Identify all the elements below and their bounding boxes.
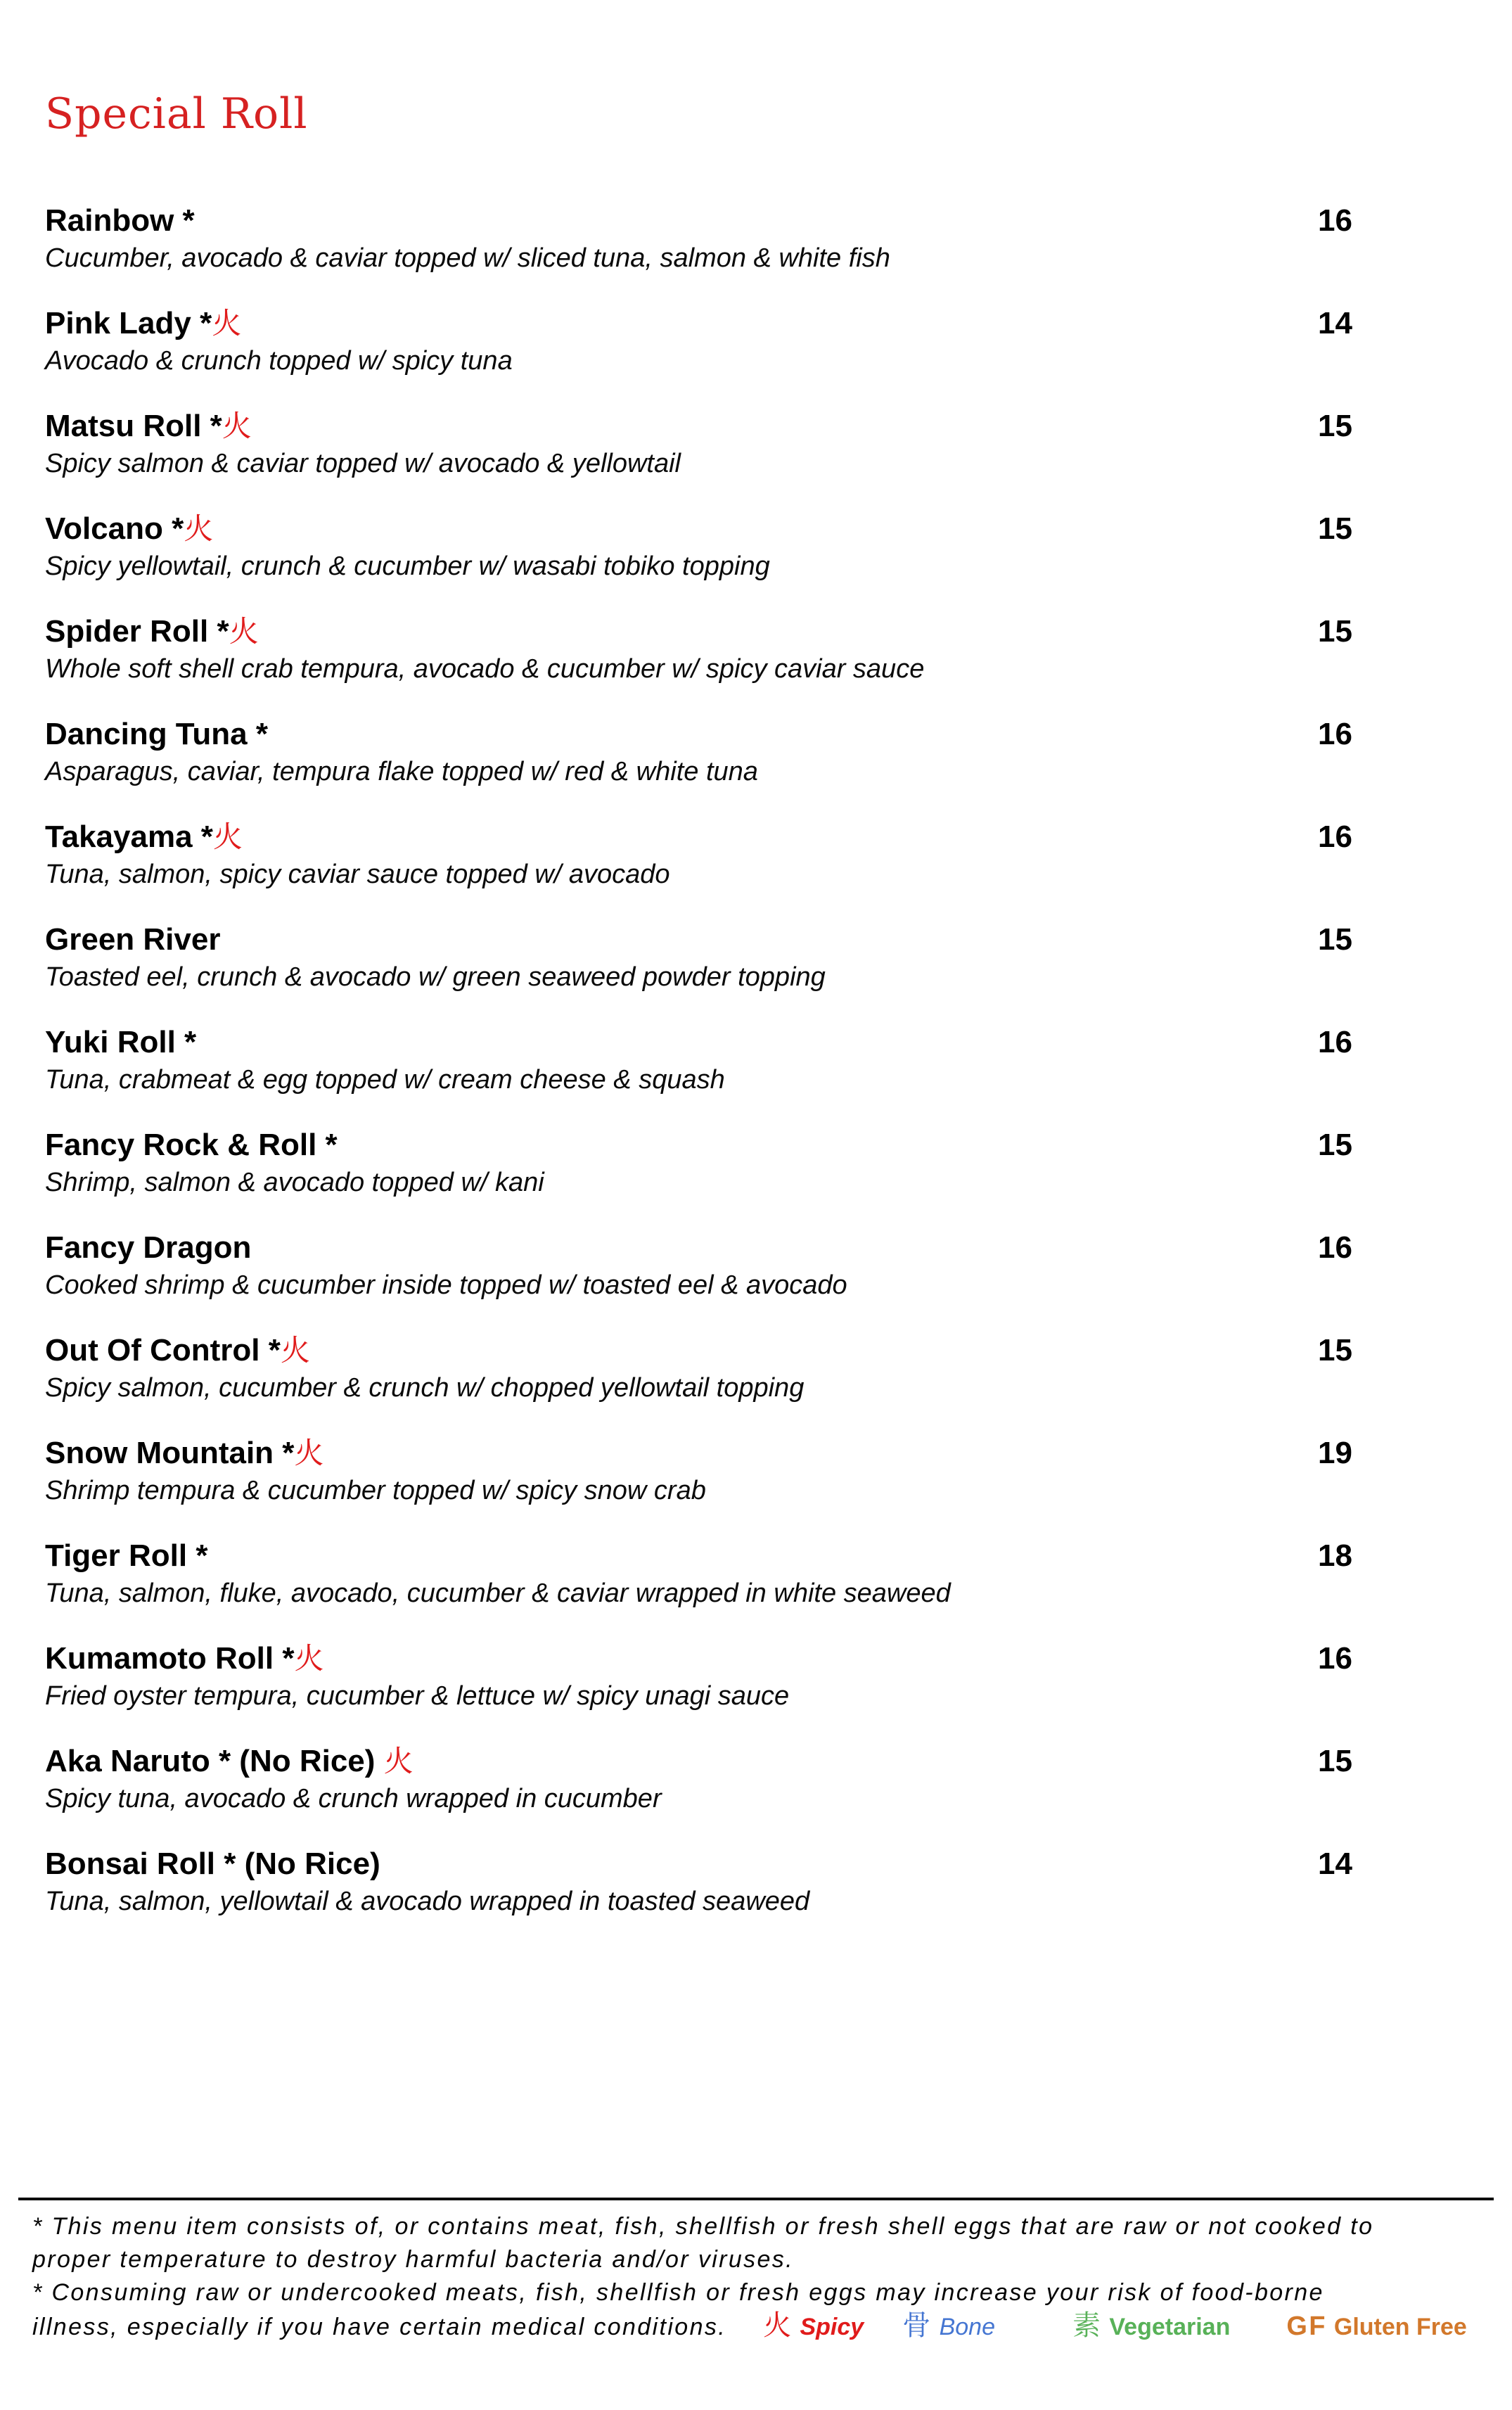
disclaimer-line-4 xyxy=(32,2309,1494,2344)
menu-item-list xyxy=(45,203,1352,1918)
item-price: 16 xyxy=(1318,1025,1352,1059)
menu-item xyxy=(45,922,1352,993)
item-description: Tuna, salmon, fluke, avocado, cucumber & caviar wrapped in white seaweed xyxy=(45,1579,951,1608)
menu-item xyxy=(45,1127,1352,1199)
menu-item xyxy=(45,1640,1352,1712)
legend-gluten-free xyxy=(1286,2310,1466,2344)
item-name-row xyxy=(45,1332,1352,1368)
menu-item xyxy=(45,1538,1352,1609)
item-price: 16 xyxy=(1318,717,1352,751)
vegetarian-icon: 素 xyxy=(1072,2310,1103,2341)
item-price: 15 xyxy=(1318,1744,1352,1778)
item-price: 15 xyxy=(1318,409,1352,443)
item-price: 16 xyxy=(1318,1641,1352,1676)
item-description: Whole soft shell crab tempura, avocado & cucumber w/ spicy caviar sauce xyxy=(45,654,925,684)
item-name: Fancy Dragon xyxy=(45,1230,252,1265)
menu-item xyxy=(45,819,1352,891)
gluten-free-icon: GF xyxy=(1286,2312,1327,2341)
disclaimer-line-2: proper temperature to destroy harmful bacteria and/or viruses. xyxy=(32,2246,795,2273)
item-price: 14 xyxy=(1318,1847,1352,1881)
item-name-row xyxy=(45,1640,1352,1676)
item-name-row xyxy=(45,511,1352,547)
item-description: Tuna, crabmeat & egg topped w/ cream cheese & squash xyxy=(45,1065,725,1095)
item-name-row xyxy=(45,922,1352,957)
spicy-fire-icon: 火 xyxy=(383,1745,414,1778)
bone-icon: 骨 xyxy=(902,2310,933,2341)
legend-spicy-label: Spicy xyxy=(800,2314,864,2340)
item-description: Toasted eel, crunch & avocado w/ green seaweed powder topping xyxy=(45,962,826,992)
item-description: Shrimp, salmon & avocado topped w/ kani xyxy=(45,1168,544,1197)
item-name-row xyxy=(45,408,1352,444)
menu-item xyxy=(45,203,1352,274)
item-description: Spicy tuna, avocado & crunch wrapped in cucumber xyxy=(45,1784,662,1813)
item-price: 15 xyxy=(1318,922,1352,957)
item-description: Tuna, salmon, yellowtail & avocado wrapped in toasted seaweed xyxy=(45,1887,810,1916)
item-name: Green River xyxy=(45,922,221,957)
item-name: Yuki Roll * xyxy=(45,1025,197,1059)
item-price: 15 xyxy=(1318,614,1352,649)
item-price: 18 xyxy=(1318,1538,1352,1573)
item-name: Volcano * xyxy=(45,511,184,546)
fire-icon: 火 xyxy=(763,2310,793,2341)
legend-gluten-free-label: Gluten Free xyxy=(1333,2314,1467,2340)
menu-item xyxy=(45,613,1352,685)
item-description: Fried oyster tempura, cucumber & lettuce w/ spicy unagi sauce xyxy=(45,1681,790,1711)
item-name: Matsu Roll * xyxy=(45,409,222,443)
item-price: 16 xyxy=(1318,1230,1352,1265)
item-name-row xyxy=(45,1127,1352,1163)
menu-item xyxy=(45,716,1352,788)
menu-item xyxy=(45,511,1352,582)
item-name: Kumamoto Roll * xyxy=(45,1641,295,1676)
item-name: Spider Roll * xyxy=(45,614,229,649)
legend-vegetarian-label: Vegetarian xyxy=(1109,2314,1231,2340)
spicy-fire-icon: 火 xyxy=(294,1642,324,1675)
spicy-fire-icon: 火 xyxy=(222,409,252,442)
legend-bone-label: Bone xyxy=(939,2314,995,2340)
item-name-row xyxy=(45,819,1352,855)
item-name: Takayama * xyxy=(45,820,213,854)
disclaimer-line-1: * This menu item consists of, or contains meat, fish, shellfish or fresh shell eggs that are raw or not cooked to xyxy=(32,2213,1374,2240)
menu-item xyxy=(45,1230,1352,1301)
item-name-row xyxy=(45,1230,1352,1265)
item-name-row xyxy=(45,1538,1352,1574)
item-name: Pink Lady * xyxy=(45,306,212,340)
disclaimer-line-4-text: illness, especially if you have certain medical conditions. xyxy=(32,2314,727,2340)
item-name: Out Of Control * xyxy=(45,1333,281,1367)
legend-vegetarian xyxy=(1072,2309,1230,2344)
item-name-row xyxy=(45,1846,1352,1882)
spicy-fire-icon: 火 xyxy=(212,820,243,853)
item-name-row xyxy=(45,716,1352,752)
item-price: 19 xyxy=(1318,1436,1352,1470)
page-title: Special Roll xyxy=(45,89,308,139)
item-name: Rainbow * xyxy=(45,203,195,238)
item-name: Bonsai Roll * (No Rice) xyxy=(45,1847,380,1881)
item-name-row xyxy=(45,305,1352,341)
item-description: Spicy salmon & caviar topped w/ avocado & yellowtail xyxy=(45,449,681,478)
menu-item xyxy=(45,305,1352,377)
menu-item xyxy=(45,1743,1352,1815)
disclaimer-line-3: * Consuming raw or undercooked meats, fish, shellfish or fresh eggs may increase your risk of food-borne xyxy=(32,2279,1324,2306)
spicy-fire-icon: 火 xyxy=(229,615,259,648)
item-name-row xyxy=(45,613,1352,649)
item-name: Snow Mountain * xyxy=(45,1436,295,1470)
legend-bone xyxy=(902,2309,995,2344)
item-description: Shrimp tempura & cucumber topped w/ spicy snow crab xyxy=(45,1476,706,1505)
item-price: 16 xyxy=(1318,203,1352,238)
spicy-fire-icon: 火 xyxy=(294,1436,324,1469)
item-name-row xyxy=(45,1743,1352,1779)
item-name-row xyxy=(45,1435,1352,1471)
item-description: Spicy salmon, cucumber & crunch w/ chopped yellowtail topping xyxy=(45,1373,805,1403)
item-description: Spicy yellowtail, crunch & cucumber w/ wasabi tobiko topping xyxy=(45,552,770,581)
menu-item xyxy=(45,1435,1352,1507)
item-name-row xyxy=(45,1024,1352,1060)
legend-spicy xyxy=(763,2309,864,2344)
item-name: Fancy Rock & Roll * xyxy=(45,1128,338,1162)
item-description: Cooked shrimp & cucumber inside topped w/ toasted eel & avocado xyxy=(45,1270,847,1300)
footer xyxy=(18,2198,1494,2344)
item-description: Tuna, salmon, spicy caviar sauce topped w/ avocado xyxy=(45,860,670,889)
item-name: Dancing Tuna * xyxy=(45,717,268,751)
item-price: 14 xyxy=(1318,306,1352,340)
item-price: 16 xyxy=(1318,820,1352,854)
spicy-fire-icon: 火 xyxy=(184,512,214,545)
item-description: Avocado & crunch topped w/ spicy tuna xyxy=(45,346,513,376)
spicy-fire-icon: 火 xyxy=(280,1334,310,1367)
item-description: Cucumber, avocado & caviar topped w/ sliced tuna, salmon & white fish xyxy=(45,243,890,273)
item-description: Asparagus, caviar, tempura flake topped w/ red & white tuna xyxy=(45,757,758,786)
spicy-fire-icon: 火 xyxy=(212,307,242,340)
menu-item xyxy=(45,1332,1352,1404)
menu-item xyxy=(45,1846,1352,1918)
item-price: 15 xyxy=(1318,1333,1352,1367)
item-price: 15 xyxy=(1318,1128,1352,1162)
item-name-row xyxy=(45,203,1352,238)
menu-item xyxy=(45,408,1352,480)
menu-item xyxy=(45,1024,1352,1096)
item-name: Tiger Roll * xyxy=(45,1538,208,1573)
item-price: 15 xyxy=(1318,511,1352,546)
item-name: Aka Naruto * (No Rice) xyxy=(45,1744,384,1778)
